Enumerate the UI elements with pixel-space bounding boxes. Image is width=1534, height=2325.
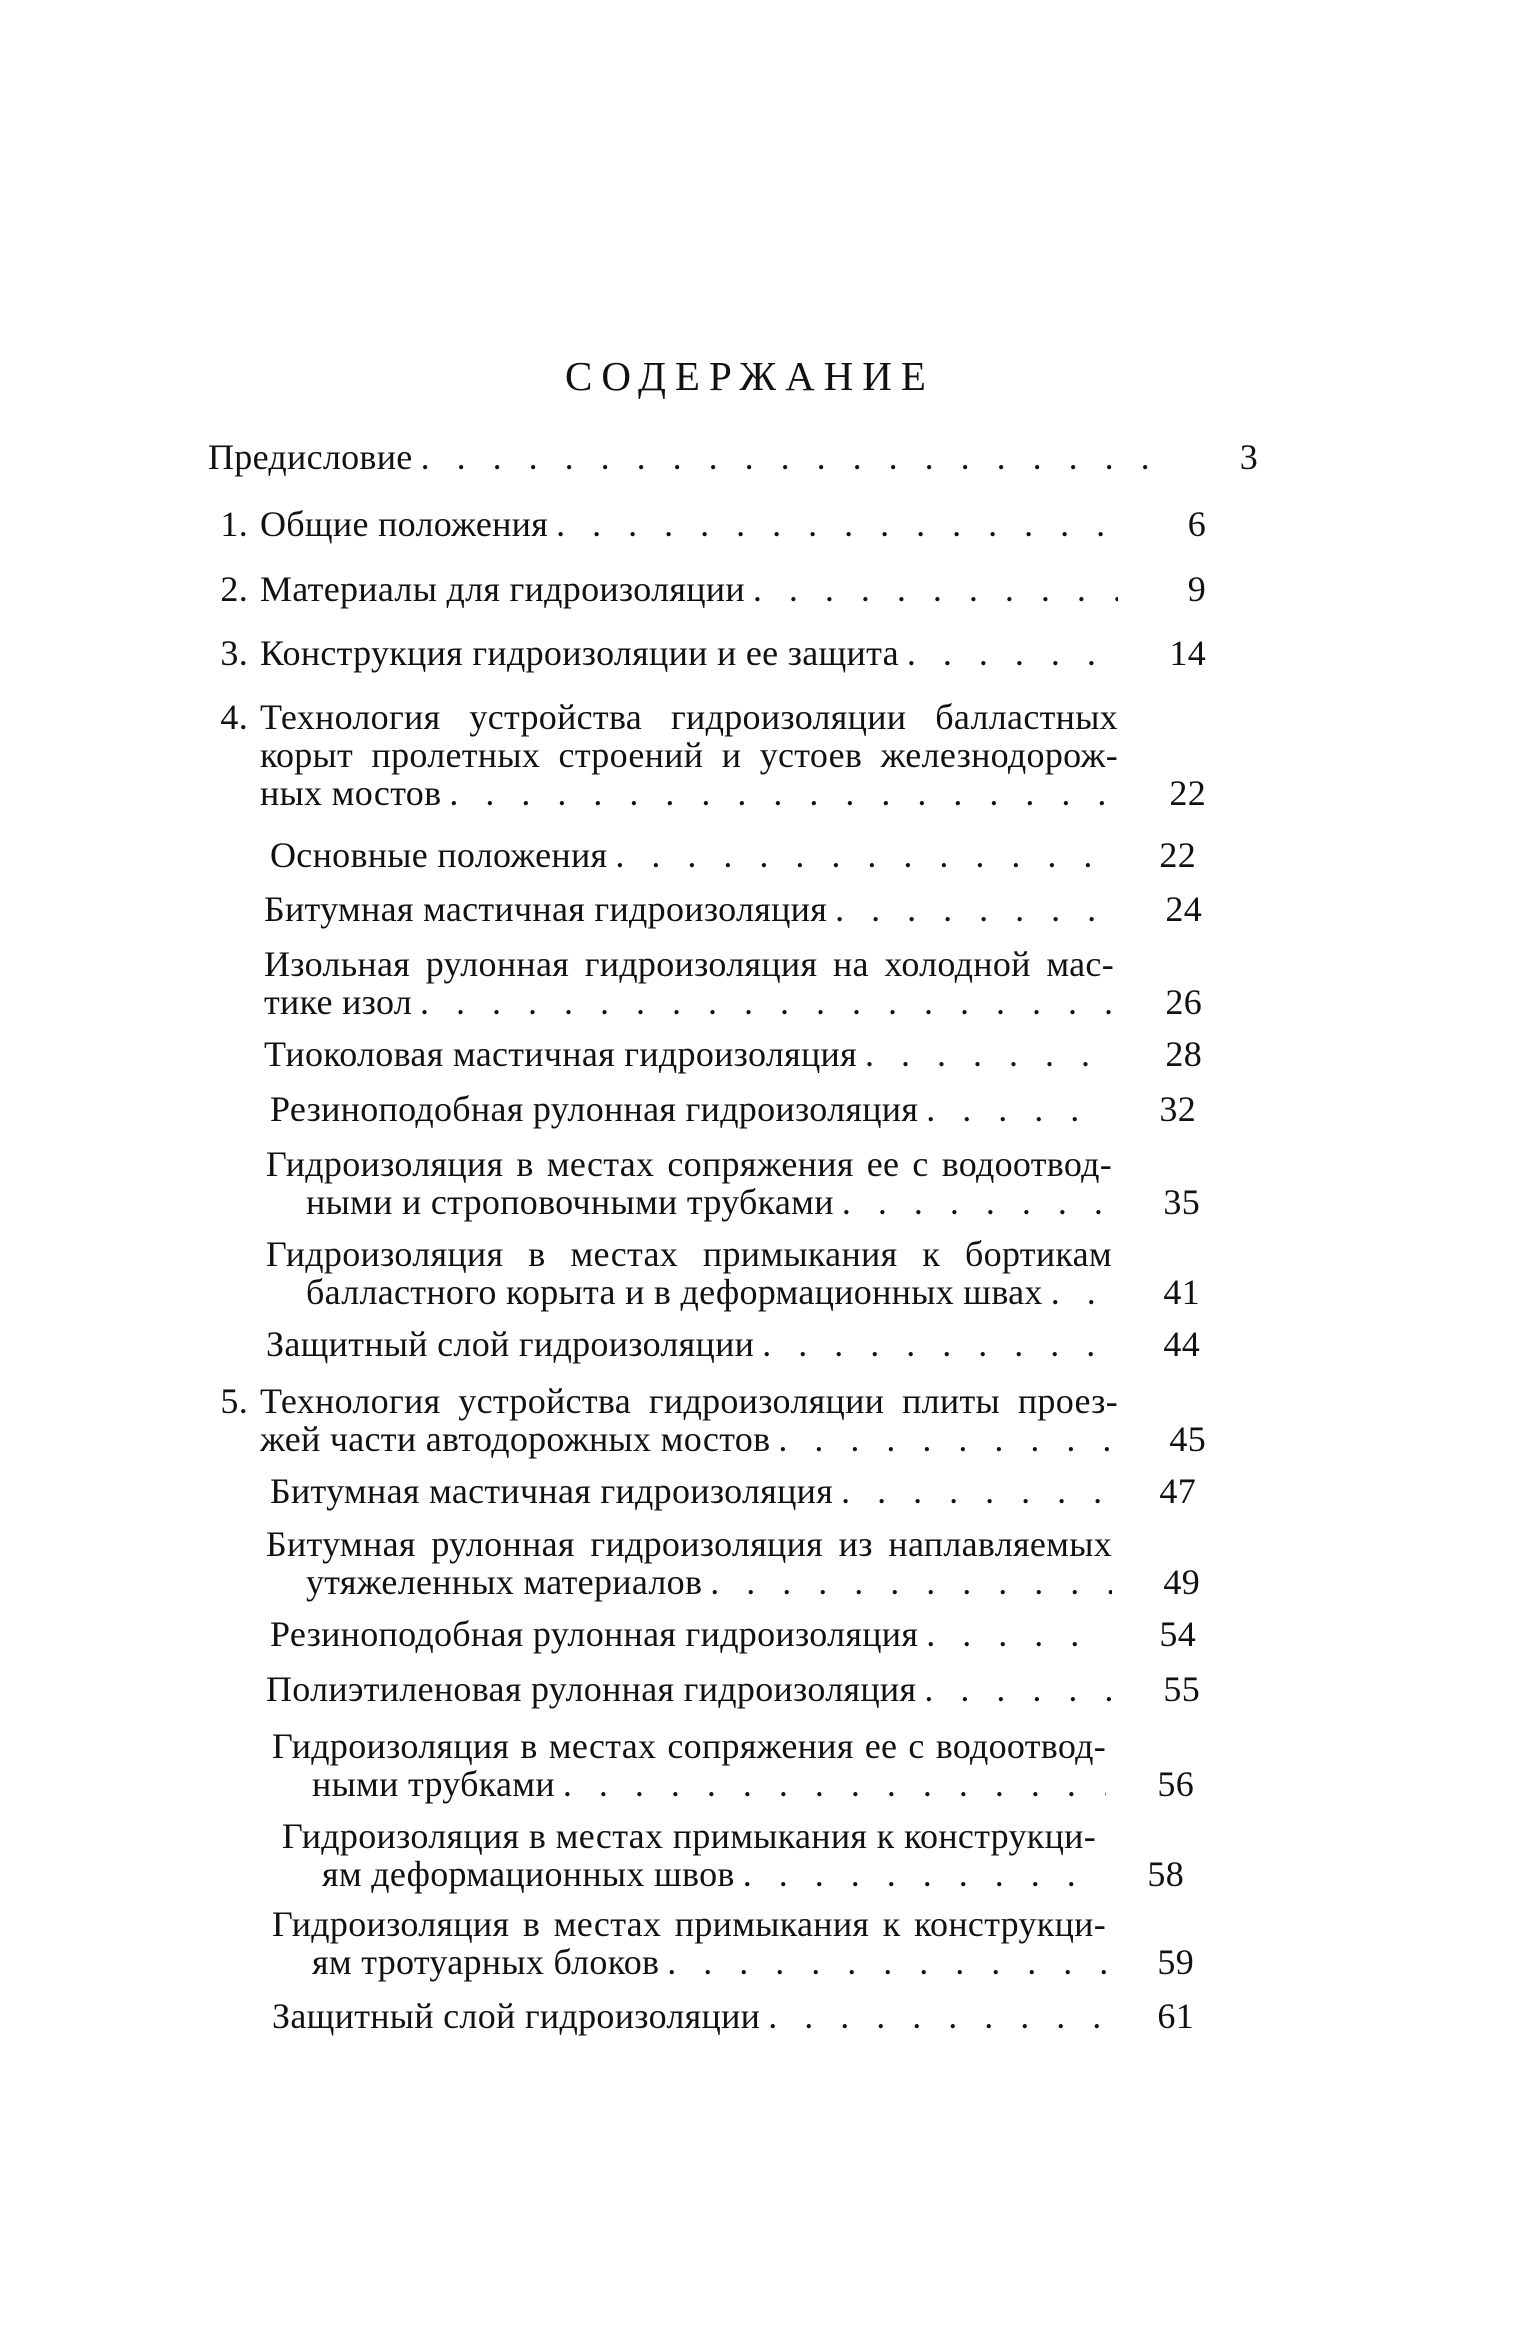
page-number: 45: [1169, 1419, 1206, 1459]
toc-entry: [272, 1996, 1194, 2036]
dot-leader: [835, 890, 1114, 928]
dot-leader: [753, 570, 1118, 608]
toc-entry: [270, 1614, 1196, 1654]
page-number: 28: [1165, 1034, 1202, 1074]
toc-entry: [270, 1471, 1196, 1511]
toc-entry-text: жей части автодорожных мостов: [260, 1419, 771, 1459]
toc-entry-text: ям тротуарных блоков: [312, 1942, 660, 1982]
toc-entry: [282, 1816, 1184, 1894]
dot-leader: [907, 634, 1118, 672]
toc-entry-text: Материалы для гидроизоляции: [260, 569, 745, 609]
toc-entry-last-line: [264, 889, 1202, 929]
toc-entry-line: Гидроизоляция в местах сопряжения ее с водоотвод-: [266, 1144, 1112, 1184]
toc-entry-last-line: [260, 773, 1206, 813]
dot-leader: [556, 505, 1118, 543]
dot-leader: [667, 1943, 1106, 1981]
section-number: 1.: [220, 504, 248, 544]
toc-entry-text: ными трубками: [312, 1764, 555, 1804]
toc-entry-line: Гидроизоляция в местах примыкания к бортикам: [266, 1234, 1112, 1274]
dot-leader: [865, 1035, 1114, 1073]
toc-entry-text: Основные положения: [270, 835, 608, 875]
page-number: 35: [1163, 1182, 1200, 1222]
toc-entry-text: балластного корыта и в деформационных швах: [306, 1272, 1043, 1312]
toc-entry-last-line: [208, 437, 1258, 477]
toc-entry-last-line: [272, 1996, 1194, 2036]
section-number: 5.: [220, 1381, 248, 1421]
toc-entry: [270, 835, 1196, 875]
toc-entry-last-line: [270, 1471, 1196, 1511]
page-number: 22: [1159, 835, 1196, 875]
section-number: 3.: [220, 633, 248, 673]
toc-entry: [264, 944, 1202, 1022]
toc-entry-line: Технология устройства гидроизоляции плиты проез-: [260, 1381, 1118, 1421]
toc-entry: [220, 569, 1206, 609]
toc-entry-text: Резиноподобная рулонная гидроизоляция: [270, 1614, 919, 1654]
toc-entry: [220, 1381, 1206, 1459]
toc-entry: [220, 633, 1206, 673]
dot-leader: [768, 1997, 1106, 2035]
toc-entry-line: Гидроизоляция в местах примыкания к конструкци-: [282, 1816, 1096, 1856]
dot-leader: [926, 1615, 1108, 1653]
toc-entry-last-line: [266, 1562, 1200, 1602]
page-number: 41: [1163, 1272, 1200, 1312]
toc-entry-last-line: [260, 569, 1206, 609]
page-number: 9: [1187, 569, 1206, 609]
toc-entry-last-line: [266, 1324, 1200, 1364]
toc-entry-text: ными и строповочными трубками: [306, 1182, 834, 1222]
page-number: 24: [1165, 889, 1202, 929]
page-number: 26: [1165, 982, 1202, 1022]
toc-entry-text: Защитный слой гидроизоляции: [266, 1324, 755, 1364]
page-number: 3: [1239, 437, 1258, 477]
toc-entry-line: Гидроизоляция в местах примыкания к конструкци-: [272, 1904, 1106, 1944]
toc-entry-line: корыт пролетных строений и устоев железнодорож-: [260, 735, 1118, 775]
toc-entry-text: Тиоколовая мастичная гидроизоляция: [264, 1034, 857, 1074]
toc-entry-line: Битумная рулонная гидроизоляция из наплавляемых: [266, 1524, 1112, 1564]
toc-entry-text: Битумная мастичная гидроизоляция: [270, 1471, 834, 1511]
toc-entry: [220, 504, 1206, 544]
toc-entry-text: утяжеленных материалов: [306, 1562, 703, 1602]
toc-entry-text: ных мостов: [260, 773, 442, 813]
toc-entry-last-line: [264, 1034, 1202, 1074]
toc-entry-last-line: [270, 1614, 1196, 1654]
toc-entry-line: Технология устройства гидроизоляции балластных: [260, 697, 1118, 737]
toc-entry-last-line: [270, 1089, 1196, 1129]
dot-leader: [924, 1670, 1112, 1708]
page-number: 32: [1159, 1089, 1196, 1129]
dot-leader: [563, 1765, 1106, 1803]
section-number: 2.: [220, 569, 248, 609]
page-number: 49: [1163, 1562, 1200, 1602]
page-number: 54: [1159, 1614, 1196, 1654]
dot-leader: [778, 1420, 1118, 1458]
dot-leader: [762, 1325, 1112, 1363]
toc-entry-text: ям деформационных швов: [322, 1854, 735, 1894]
toc-entry: [208, 437, 1258, 477]
page-number: 22: [1169, 773, 1206, 813]
toc-entry: [220, 697, 1206, 813]
toc-entry-text: Полиэтиленовая рулонная гидроизоляция: [266, 1669, 917, 1709]
toc-entry-text: Общие положения: [260, 504, 549, 544]
toc-entry-last-line: [266, 1182, 1200, 1222]
toc-entry: [266, 1524, 1200, 1602]
toc-entry: [264, 1034, 1202, 1074]
dot-leader: [615, 836, 1108, 874]
toc-entry-last-line: [260, 1419, 1206, 1459]
toc-entry: [266, 1669, 1200, 1709]
page-number: 14: [1169, 633, 1206, 673]
toc-entry: [272, 1726, 1194, 1804]
page-number: 58: [1147, 1854, 1184, 1894]
toc-entry-last-line: [270, 835, 1196, 875]
toc-entry-last-line: [266, 1272, 1200, 1312]
toc-entry-text: Резиноподобная рулонная гидроизоляция: [270, 1089, 919, 1129]
dot-leader: [926, 1090, 1108, 1128]
contents-title: СОДЕРЖАНИЕ: [565, 353, 935, 399]
toc-entry-text: Битумная мастичная гидроизоляция: [264, 889, 828, 929]
toc-entry-text: Защитный слой гидроизоляции: [272, 1996, 761, 2036]
toc-entry-line: Изольная рулонная гидроизоляция на холодной мас-: [264, 944, 1114, 984]
dot-leader: [842, 1183, 1112, 1221]
dot-leader: [420, 983, 1114, 1021]
toc-entry-text: Предисловие: [208, 437, 413, 477]
toc-entry-last-line: [272, 1764, 1194, 1804]
page-number: 55: [1163, 1669, 1200, 1709]
toc-entry-last-line: [260, 504, 1206, 544]
page-number: 6: [1187, 504, 1206, 544]
toc-entry: [266, 1144, 1200, 1222]
page-number: 56: [1157, 1764, 1194, 1804]
page-number: 47: [1159, 1471, 1196, 1511]
toc-entry-text: Конструкция гидроизоляции и ее защита: [260, 633, 899, 673]
dot-leader: [743, 1855, 1096, 1893]
dot-leader: [421, 438, 1170, 476]
page-number: 44: [1163, 1324, 1200, 1364]
toc-entry-line: Гидроизоляция в местах сопряжения ее с водоотвод-: [272, 1726, 1106, 1766]
page-number: 59: [1157, 1942, 1194, 1982]
toc-entry-last-line: [264, 982, 1202, 1022]
toc-entry: [266, 1234, 1200, 1312]
toc-entry-last-line: [282, 1854, 1184, 1894]
dot-leader: [1051, 1273, 1112, 1311]
toc-entry: [270, 1089, 1196, 1129]
dot-leader: [710, 1563, 1112, 1601]
toc-entry-last-line: [272, 1942, 1194, 1982]
section-number: 4.: [220, 697, 248, 737]
toc-entry-last-line: [260, 633, 1206, 673]
dot-leader: [841, 1472, 1108, 1510]
toc-entry-last-line: [266, 1669, 1200, 1709]
toc-entry: [272, 1904, 1194, 1982]
page-number: 61: [1157, 1996, 1194, 2036]
dot-leader: [449, 774, 1118, 812]
toc-entry: [266, 1324, 1200, 1364]
toc-entry-text: тике изол: [264, 982, 413, 1022]
toc-entry: [264, 889, 1202, 929]
